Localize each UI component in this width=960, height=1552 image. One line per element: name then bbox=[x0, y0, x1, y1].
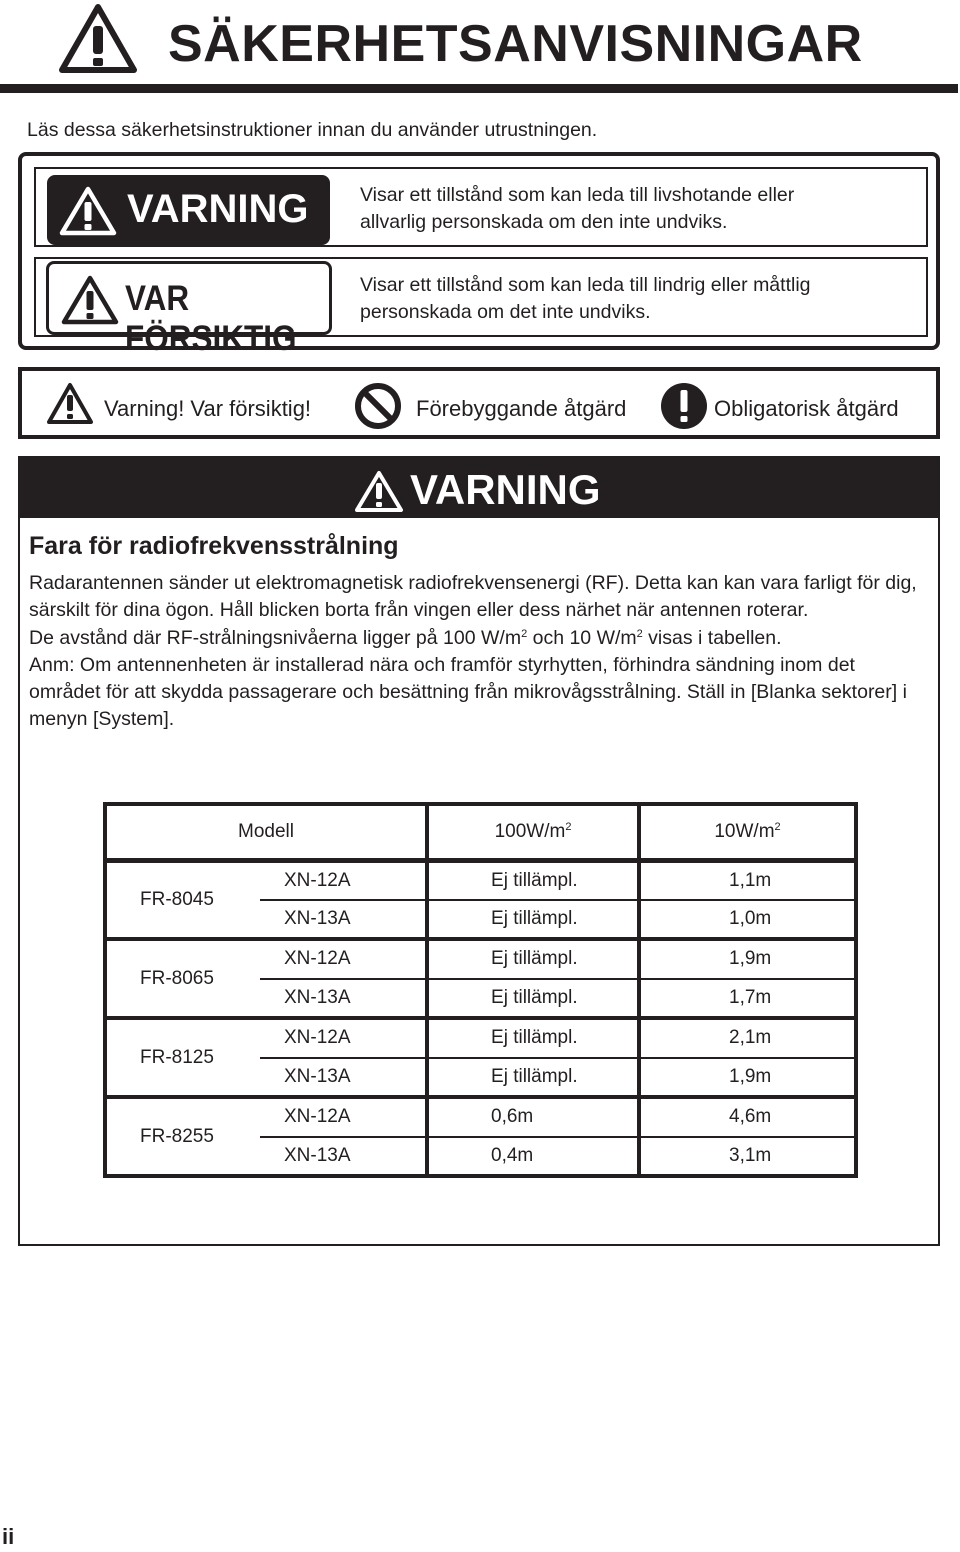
column-header-model: Modell bbox=[105, 804, 427, 860]
antenna-cell: XN-13A bbox=[260, 1058, 427, 1098]
distance-100w-cell: Ej tillämpl. bbox=[427, 900, 639, 940]
antenna-cell: XN-13A bbox=[260, 1137, 427, 1177]
header-text: 10W/m bbox=[714, 820, 775, 842]
paragraph-text: och 10 W/m bbox=[527, 626, 637, 649]
page-title: SÄKERHETSANVISNINGAR bbox=[168, 15, 863, 73]
antenna-cell: XN-12A bbox=[260, 860, 427, 900]
table-row bbox=[105, 1018, 856, 1058]
title-divider bbox=[0, 84, 958, 93]
page-number: ii bbox=[2, 1524, 15, 1549]
caution-badge-label: VAR FÖRSIKTIG bbox=[125, 279, 297, 358]
table-row bbox=[105, 1097, 856, 1137]
table-header-row bbox=[105, 804, 856, 860]
warning-description bbox=[360, 182, 920, 236]
column-header-100w bbox=[427, 804, 639, 860]
symbol-prohibited-label: Förebyggande åtgärd bbox=[416, 396, 627, 421]
warning-body bbox=[29, 570, 929, 734]
exponent: 2 bbox=[774, 820, 781, 833]
antenna-cell: XN-13A bbox=[260, 900, 427, 940]
distance-100w-cell: Ej tillämpl. bbox=[427, 860, 639, 900]
warning-triangle-icon bbox=[46, 382, 94, 426]
distance-10w-cell: 1,0m bbox=[639, 900, 856, 940]
distance-10w-cell: 3,1m bbox=[639, 1137, 856, 1177]
exponent: 2 bbox=[521, 627, 528, 640]
distance-100w-cell: Ej tillämpl. bbox=[427, 1058, 639, 1098]
antenna-cell: XN-12A bbox=[260, 1097, 427, 1137]
symbol-mandatory bbox=[660, 382, 940, 428]
distance-100w-cell: Ej tillämpl. bbox=[427, 979, 639, 1019]
symbol-legend bbox=[18, 367, 940, 439]
paragraph-text: De avstånd där RF-strålningsnivåerna ligger på 100 W/m bbox=[29, 626, 522, 649]
paragraph-text: visas i tabellen. bbox=[642, 626, 782, 649]
radar-model-cell: FR-8125 bbox=[105, 1018, 260, 1097]
signal-word-legend bbox=[18, 152, 940, 358]
header-text: 100W/m bbox=[494, 820, 566, 842]
symbol-caution bbox=[46, 382, 366, 428]
radar-model-cell: FR-8045 bbox=[105, 860, 260, 939]
warning-paragraph-note: Anm: Om antennenheten är installerad nära och framför styrhytten, förhindra sändning inom det området för att skydda passagerare och besättning från mikrovågsstrålning. Ställ in [Blanka sektorer] i menyn [System]. bbox=[29, 653, 907, 731]
table-row bbox=[105, 860, 856, 900]
legend-row-warning bbox=[34, 167, 928, 247]
antenna-cell: XN-12A bbox=[260, 939, 427, 979]
distance-100w-cell: Ej tillämpl. bbox=[427, 1018, 639, 1058]
distance-100w-cell: 0,4m bbox=[427, 1137, 639, 1177]
symbol-prohibited bbox=[354, 382, 654, 428]
hazard-title: Fara för radiofrekvensstrålning bbox=[29, 532, 399, 560]
distance-10w-cell: 4,6m bbox=[639, 1097, 856, 1137]
warning-paragraph-levels bbox=[29, 625, 929, 652]
distance-10w-cell: 1,7m bbox=[639, 979, 856, 1019]
symbol-mandatory-label: Obligatorisk åtgärd bbox=[714, 396, 899, 421]
distance-10w-cell: 2,1m bbox=[639, 1018, 856, 1058]
warning-paragraph: Radarantennen sänder ut elektromagnetisk radiofrekvensenergi (RF). Detta kan kan vara farligt för dig, särskilt för dina ögon. Håll blicken borta från vingen eller dess närhet när antennen roterar. bbox=[29, 572, 917, 622]
prohibited-icon bbox=[354, 382, 402, 430]
symbol-caution-label: Varning! Var försiktig! bbox=[104, 396, 312, 421]
antenna-cell: XN-13A bbox=[260, 979, 427, 1019]
distance-100w-cell: 0,6m bbox=[427, 1097, 639, 1137]
warning-panel-heading: VARNING bbox=[410, 466, 601, 513]
warning-triangle-icon bbox=[58, 2, 138, 74]
column-header-10w bbox=[639, 804, 856, 860]
distance-10w-cell: 1,9m bbox=[639, 1058, 856, 1098]
distance-10w-cell: 1,9m bbox=[639, 939, 856, 979]
table-row bbox=[105, 939, 856, 979]
intro-text: Läs dessa säkerhetsinstruktioner innan du använder utrustningen. bbox=[27, 119, 598, 141]
caution-description-line: personskada om det inte undviks. bbox=[360, 301, 651, 323]
warning-description-line: Visar ett tillstånd som kan leda till livshotande eller bbox=[360, 184, 795, 206]
exponent: 2 bbox=[636, 627, 643, 640]
mandatory-action-icon bbox=[660, 382, 708, 430]
warning-badge-label: VARNING bbox=[127, 187, 309, 231]
warning-triangle-icon bbox=[61, 274, 119, 326]
warning-triangle-icon bbox=[59, 185, 117, 237]
rf-distance-table bbox=[103, 802, 858, 1178]
warning-triangle-icon bbox=[354, 470, 404, 514]
legend-row-caution bbox=[34, 257, 928, 358]
caution-badge bbox=[46, 261, 332, 358]
radar-model-cell: FR-8065 bbox=[105, 939, 260, 1018]
radar-model-cell: FR-8255 bbox=[105, 1097, 260, 1176]
distance-10w-cell: 1,1m bbox=[639, 860, 856, 900]
warning-panel-header bbox=[20, 458, 938, 518]
caution-description bbox=[360, 272, 920, 326]
page-header bbox=[0, 0, 960, 98]
warning-badge bbox=[47, 175, 330, 245]
exponent: 2 bbox=[565, 820, 572, 833]
caution-description-line: Visar ett tillstånd som kan leda till lindrig eller måttlig bbox=[360, 274, 811, 296]
distance-100w-cell: Ej tillämpl. bbox=[427, 939, 639, 979]
antenna-cell: XN-12A bbox=[260, 1018, 427, 1058]
warning-description-line: allvarlig personskada om den inte undviks. bbox=[360, 211, 728, 233]
